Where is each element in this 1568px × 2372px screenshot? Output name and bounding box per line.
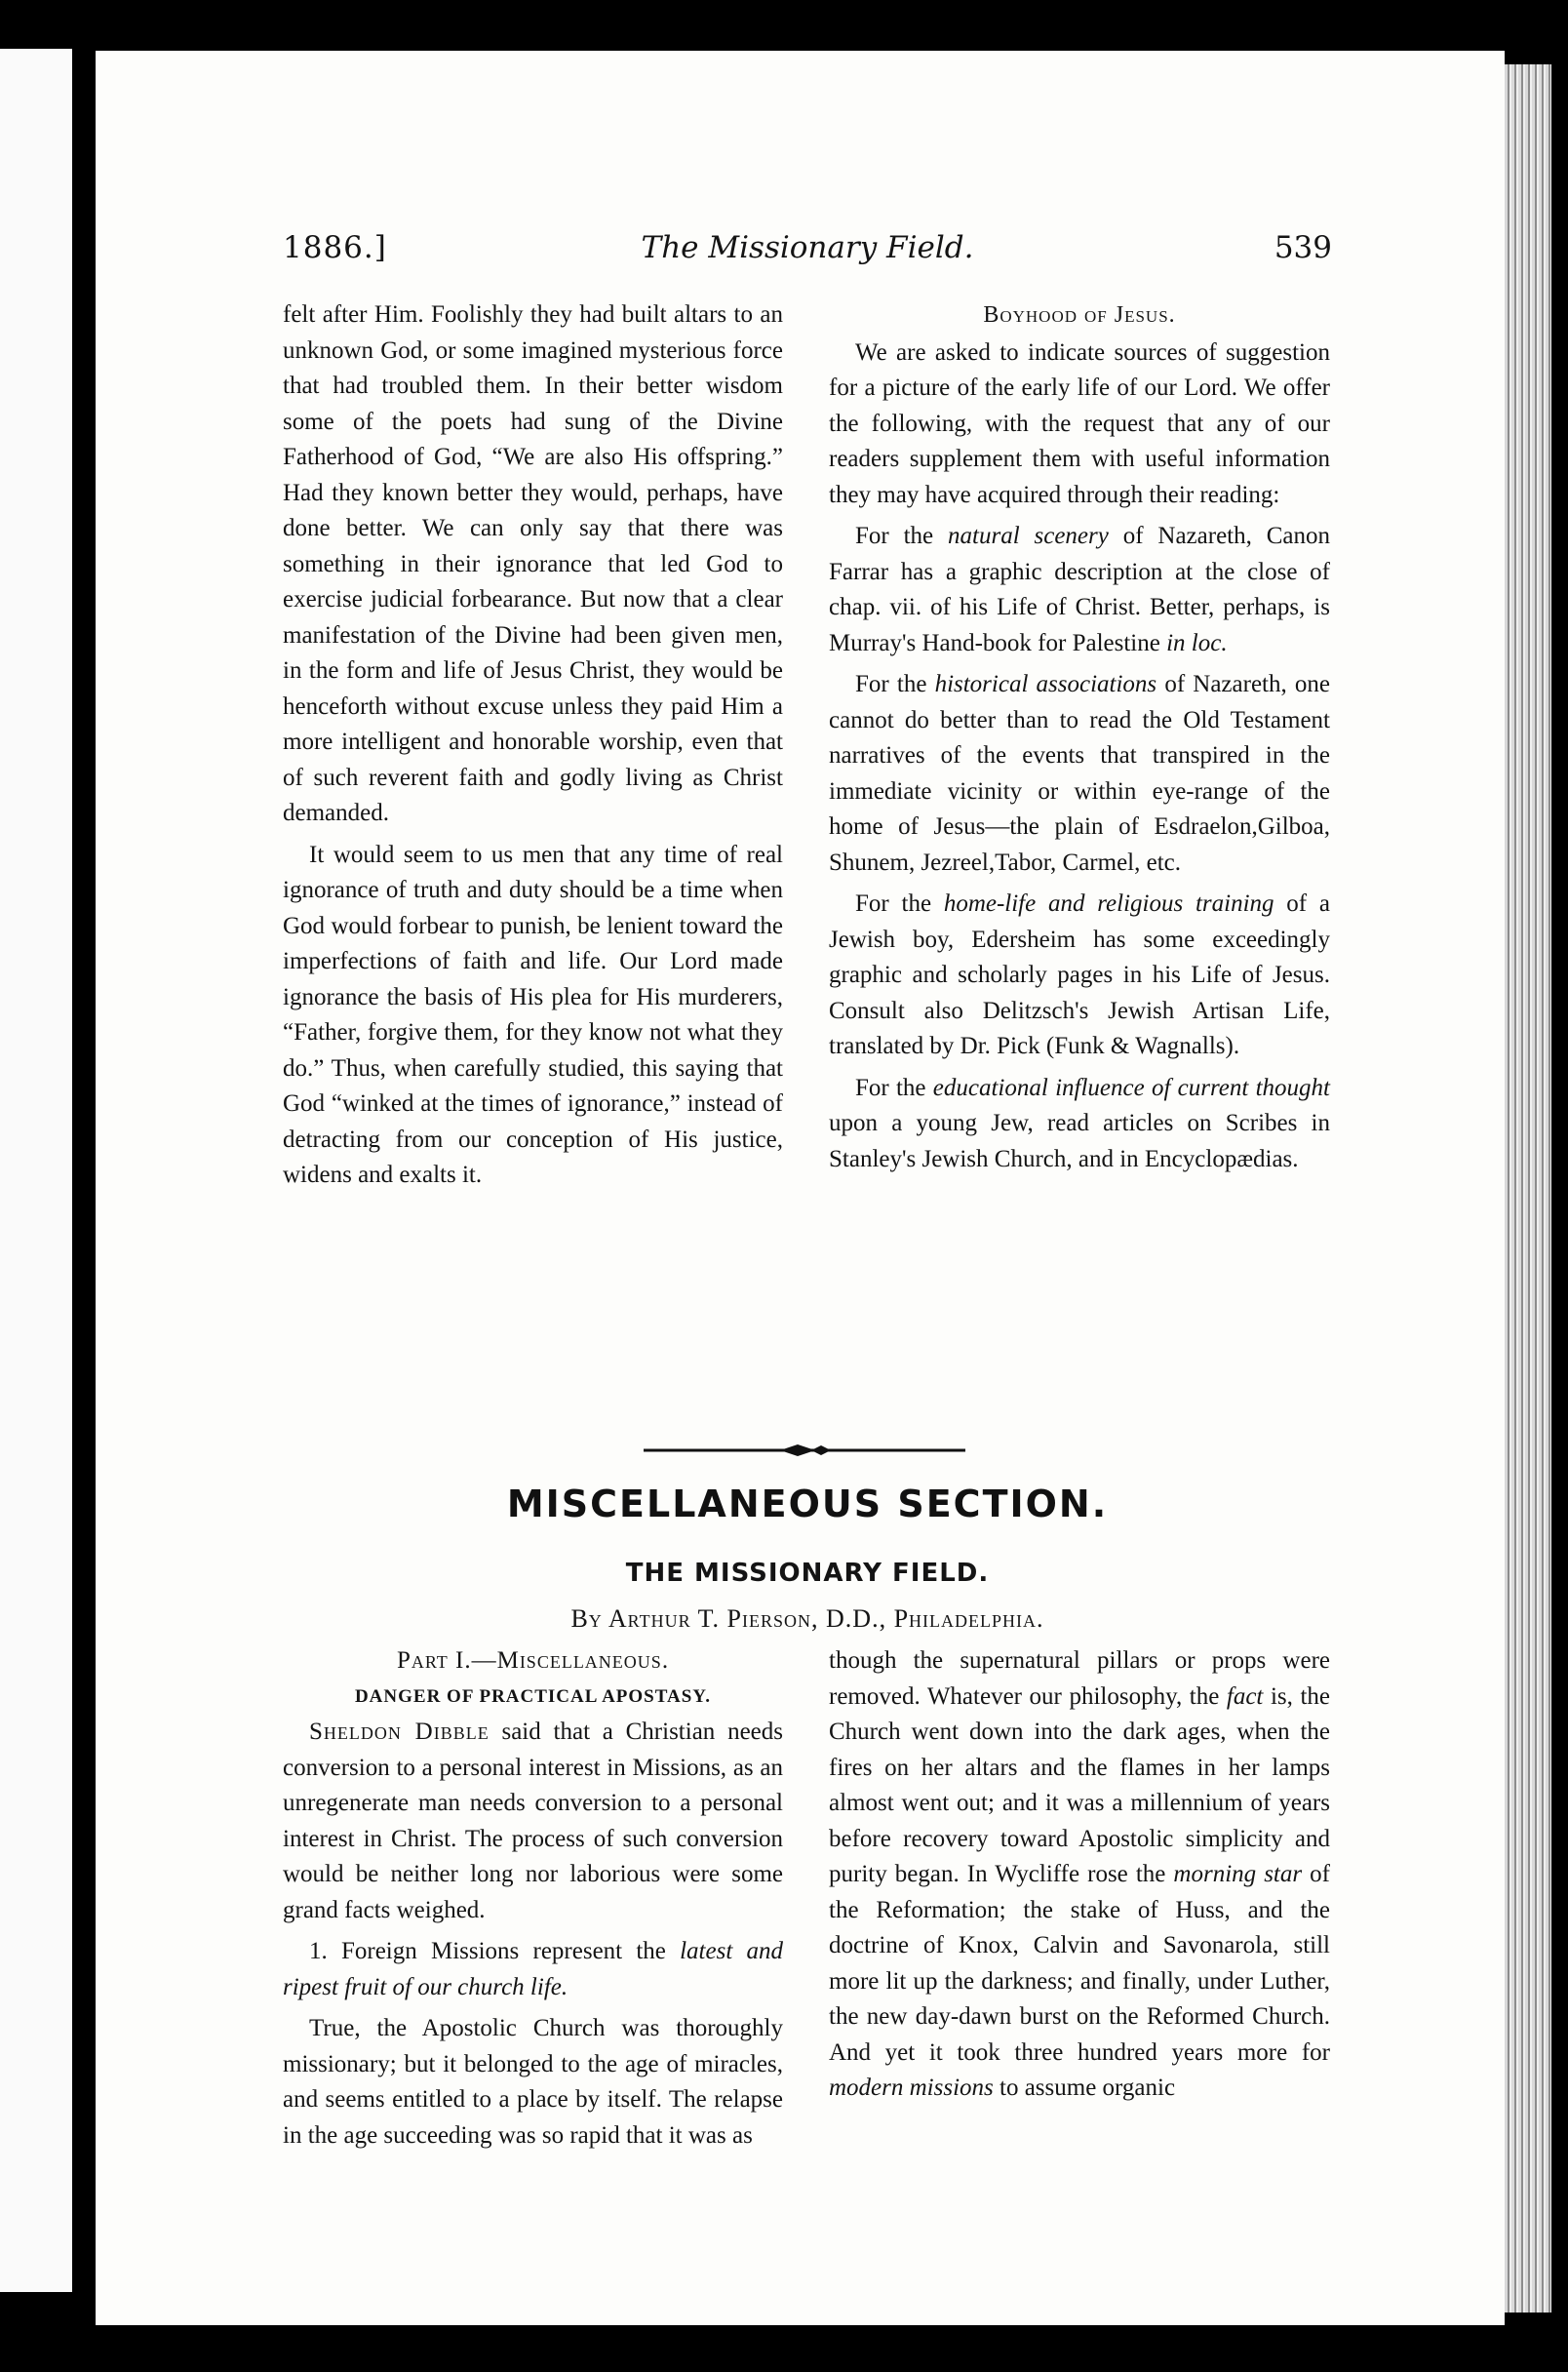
left-paragraph: felt after Him. Foolishly they had built altars to an unknown God, or some imagined mysterious force that had troubled them. In their better wisdom some of the poets had sung of the Divine Fatherhood of God, “We are also His offspring.” Had they known better they would, perhaps, have done better. We can only say that there was something in their ignorance that led God to exercise judicial forbearance. But now that a clear manifestation of the Divine had been given men, in the form and life of Jesus Christ, they would be henceforth without excuse unless they paid Him a more intelligent and honorable worship, even that of such reverent faith and godly living as Christ demanded.: [283, 301, 783, 826]
page-number: 539: [1274, 230, 1332, 265]
left-paragraph: It would seem to us men that any time of real ignorance of truth and duty should be a time when God would forbear to punish, be lenient toward the imperfections of faith and life. Our Lord made ignorance the basis of His plea for His murderers, “Father, forgive them, for they know not what they do.” Thus, when carefully studied, this saying that God “winked at the times of ignorance,” instead of detracting from our conception of His justice, widens and exalts it.: [283, 841, 783, 1188]
lower-right-paragraph: though the supernatural pillars or props were removed. Whatever our philosophy, the fact is, the Church went down into the dark ages, when the fires on her altars and the flames in her lamps almost went out; and it was a millennium of years before recovery toward Apostolic simplicity and purity began. In Wycliffe rose the morning star of the Reformation; the stake of Huss, and the doctrine of Knox, Calvin and Savonarola, still more lit up the darkness; and finally, under Luther, the new day-dawn burst on the Reformed Church. And yet it took three hundred years more for modern missions to assume organic: [829, 1647, 1330, 2101]
running-header: [283, 230, 1332, 273]
right-paragraph: For the historical associations of Nazareth, one cannot do better than to read the Old Testament narratives of the events that transpired in the immediate vicinity or within eye-range of the home of Jesus—the plain of Esdraelon,Gilboa, Shunem, Jezreel,Tabor, Carmel, etc.: [829, 671, 1330, 876]
boyhood-heading: Boyhood of Jesus.: [983, 302, 1176, 328]
header-year: 1886.]: [283, 230, 387, 265]
right-paragraph: For the educational influence of current thought upon a young Jew, read articles on Scribes in Stanley's Jewish Church, and in Encyclopædias.: [829, 1074, 1330, 1172]
danger-heading: DANGER OF PRACTICAL APOSTASY.: [354, 1685, 712, 1707]
lower-paragraph: True, the Apostolic Church was thoroughly missionary; but it belonged to the age of miracles, and seems entitled to a place by itself. The relapse in the age succeeding was so rapid that it was as: [283, 2015, 783, 2149]
right-column: [829, 297, 1330, 1177]
lower-right-column: [829, 1643, 1330, 2107]
header-title: The Missionary Field.: [641, 230, 974, 265]
byline: By Arthur T. Pierson, D.D., Philadelphia.: [570, 1604, 1044, 1633]
page-stack-edge: [1505, 64, 1551, 2313]
right-paragraph: For the home-life and religious training of a Jewish boy, Edersheim has some exceedingly graphic and scholarly pages in his Life of Jesus. Consult also Delitzsch's Jewish Artisan Life, translated by Dr. Pick (Funk & Wagnalls).: [829, 890, 1330, 1059]
lower-paragraph: 1. Foreign Missions represent the latest and ripest fruit of our church life.: [283, 1938, 783, 2000]
left-column: [283, 297, 783, 1194]
part-heading: Part I.—Miscellaneous.: [396, 1647, 670, 1674]
lower-paragraph: Sheldon Dibble said that a Christian needs conversion to a personal interest in Missions, as an unregenerate man needs conversion to a personal interest in Christ. The process of such conversion would be neither long nor laborious were some grand facts weighed.: [283, 1719, 783, 1923]
right-intro: We are asked to indicate sources of suggestion for a picture of the early life of our Lord. We offer the following, with the request that any of our readers supplement them with useful information they may have acquired through their reading:: [829, 338, 1330, 508]
right-paragraph: For the natural scenery of Nazareth, Canon Farrar has a graphic description at the close of chap. vii. of his Life of Christ. Better, perhaps, is Murray's Hand-book for Palestine in loc.: [829, 523, 1330, 656]
article-title: THE MISSIONARY FIELD.: [625, 1559, 990, 1588]
ornament-divider: [644, 1441, 965, 1460]
section-title: MISCELLANEOUS SECTION.: [506, 1482, 1109, 1525]
lower-left-column: [283, 1643, 783, 2154]
facing-page-edge: [0, 49, 72, 2292]
